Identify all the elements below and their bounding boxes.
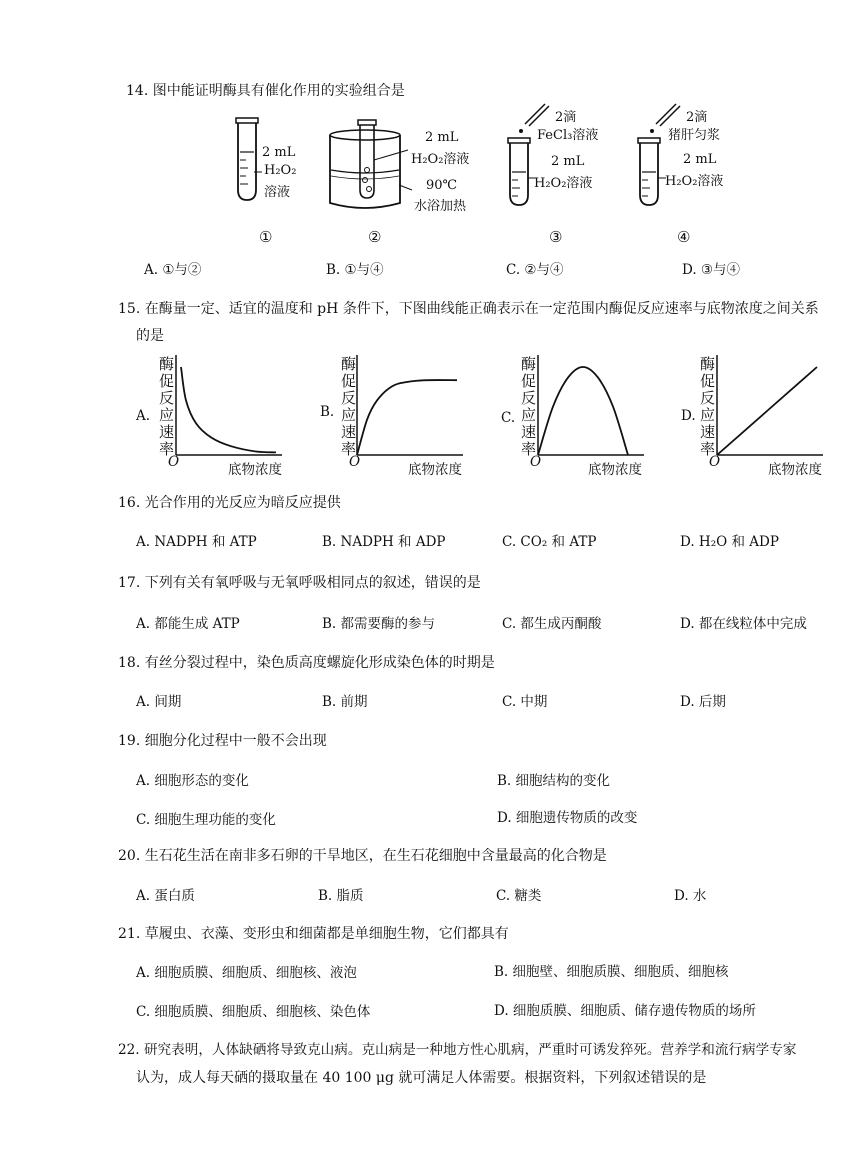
q14-option-c[interactable]: C. ②与④ xyxy=(506,262,564,278)
q21-option-a[interactable]: A. 细胞质膜、细胞质、细胞核、液泡 xyxy=(136,965,357,981)
q18-stem: 18. 有丝分裂过程中，染色质高度螺旋化形成染色体的时期是 xyxy=(118,655,495,671)
q16-option-b[interactable]: B. NADPH 和 ADP xyxy=(322,534,446,550)
graph-d-curve xyxy=(717,367,817,455)
graph-d-origin: O xyxy=(709,454,721,470)
graph-d-ylabel: 酶促反应速率 xyxy=(699,355,715,458)
tube2-reagent: H₂O₂溶液 xyxy=(411,152,470,167)
q14-stem: 14. 图中能证明酶具有催化作用的实验组合是 xyxy=(126,83,405,99)
q21-stem: 21. 草履虫、衣藻、变形虫和细菌都是单细胞生物，它们都具有 xyxy=(118,926,509,942)
q16-option-d[interactable]: D. H₂O 和 ADP xyxy=(680,534,779,550)
q21-option-c[interactable]: C. 细胞质膜、细胞质、细胞核、染色体 xyxy=(136,1004,371,1020)
graph-b-origin: O xyxy=(349,454,361,470)
q19-stem: 19. 细胞分化过程中一般不会出现 xyxy=(118,733,327,749)
q17-option-c[interactable]: C. 都生成丙酮酸 xyxy=(502,616,602,632)
q15-stem-line1: 15. 在酶量一定、适宜的温度和 pH 条件下，下图曲线能正确表示在一定范围内酶促反应速率与底物浓度之间关系 xyxy=(118,301,819,317)
graph-a-ylabel: 酶促反应速率 xyxy=(158,355,174,458)
graph-d-xlabel: 底物浓度 xyxy=(768,462,822,478)
q19-option-c[interactable]: C. 细胞生理功能的变化 xyxy=(136,812,276,828)
graph-b xyxy=(357,355,463,455)
q16-stem: 16. 光合作用的光反应为暗反应提供 xyxy=(118,495,341,511)
graph-a xyxy=(176,355,282,455)
tube2-water-bath: 水浴加热 xyxy=(414,199,467,214)
graph-c-origin: O xyxy=(530,454,542,470)
q18-option-c[interactable]: C. 中期 xyxy=(502,694,548,710)
q19-option-a[interactable]: A. 细胞形态的变化 xyxy=(136,773,249,789)
tube3-drop: 2滴 xyxy=(555,110,577,125)
q18-option-b[interactable]: B. 前期 xyxy=(322,694,368,710)
tube3-volume: 2 mL xyxy=(551,154,585,169)
q14-option-b[interactable]: B. ①与④ xyxy=(326,262,384,278)
tube3-reagent: FeCl₃溶液 xyxy=(537,128,599,143)
graph-b-xlabel: 底物浓度 xyxy=(408,462,462,478)
q18-option-d[interactable]: D. 后期 xyxy=(680,694,726,710)
q15-graphs xyxy=(0,0,860,480)
graph-c-ylabel: 酶促反应速率 xyxy=(520,355,536,458)
tube2-temperature: 90℃ xyxy=(426,178,458,193)
q21-option-d[interactable]: D. 细胞质膜、细胞质、储存遗传物质的场所 xyxy=(494,1003,756,1019)
graph-c-letter[interactable]: C. xyxy=(501,410,516,426)
q22-stem-line2: 认为，成人每天硒的摄取量在 40 100 μg 就可满足人体需要。根据资料，下列叙述错误的是 xyxy=(136,1070,707,1086)
q19-option-d[interactable]: D. 细胞遗传物质的改变 xyxy=(497,810,638,826)
q17-option-d[interactable]: D. 都在线粒体中完成 xyxy=(680,616,807,632)
q20-stem: 20. 生石花生活在南非多石卵的干旱地区，在生石花细胞中含量最高的化合物是 xyxy=(118,848,607,864)
graph-c xyxy=(538,355,644,455)
graph-b-letter[interactable]: B. xyxy=(320,404,335,420)
tube3-number: ③ xyxy=(549,228,563,246)
graph-a-curve xyxy=(181,367,276,452)
graph-b-ylabel: 酶促反应速率 xyxy=(340,355,356,458)
tube3-solution: H₂O₂溶液 xyxy=(534,176,593,191)
q14-option-a[interactable]: A. ①与② xyxy=(144,262,202,278)
q20-option-b[interactable]: B. 脂质 xyxy=(318,888,364,904)
q19-option-b[interactable]: B. 细胞结构的变化 xyxy=(497,773,611,789)
graph-d-letter[interactable]: D. xyxy=(681,408,696,424)
tube1-number: ① xyxy=(259,228,273,246)
graph-a-origin: O xyxy=(168,454,180,470)
q16-option-c[interactable]: C. CO₂ 和 ATP xyxy=(502,534,597,550)
tube2-volume: 2 mL xyxy=(425,130,459,145)
tube4-volume: 2 mL xyxy=(683,152,717,167)
graph-c-curve xyxy=(538,367,628,455)
q17-option-b[interactable]: B. 都需要酶的参与 xyxy=(322,616,436,632)
q22-stem-line1: 22. 研究表明，人体缺硒将导致克山病。克山病是一种地方性心肌病，严重时可诱发猝死。营养学和流行病学专家 xyxy=(118,1042,797,1058)
q17-stem: 17. 下列有关有氧呼吸与无氧呼吸相同点的叙述，错误的是 xyxy=(118,575,481,591)
graph-b-curve xyxy=(357,380,457,455)
q17-option-a[interactable]: A. 都能生成 ATP xyxy=(136,616,240,632)
q20-option-c[interactable]: C. 糖类 xyxy=(496,888,542,904)
tube1-reagent: H₂O₂ xyxy=(264,163,297,178)
tube4-solution: H₂O₂溶液 xyxy=(665,174,724,189)
tube1-volume: 2 mL xyxy=(262,145,296,160)
graph-a-xlabel: 底物浓度 xyxy=(228,462,282,478)
q20-option-d[interactable]: D. 水 xyxy=(674,888,707,904)
q18-option-a[interactable]: A. 间期 xyxy=(136,694,182,710)
q15-stem-line2: 的是 xyxy=(136,328,164,344)
tube4-number: ④ xyxy=(677,228,691,246)
graph-a-letter[interactable]: A. xyxy=(136,408,151,424)
tube4-drop: 2滴 xyxy=(686,110,708,125)
q20-option-a[interactable]: A. 蛋白质 xyxy=(136,888,195,904)
tube2-number: ② xyxy=(368,228,382,246)
tube1-solution: 溶液 xyxy=(264,185,291,200)
graph-c-xlabel: 底物浓度 xyxy=(588,462,642,478)
tube4-reagent: 猪肝匀浆 xyxy=(668,128,721,143)
q14-option-d[interactable]: D. ③与④ xyxy=(682,262,741,278)
q21-option-b[interactable]: B. 细胞壁、细胞质膜、细胞质、细胞核 xyxy=(494,964,729,980)
graph-d xyxy=(717,355,823,455)
q16-option-a[interactable]: A. NADPH 和 ATP xyxy=(136,534,257,550)
